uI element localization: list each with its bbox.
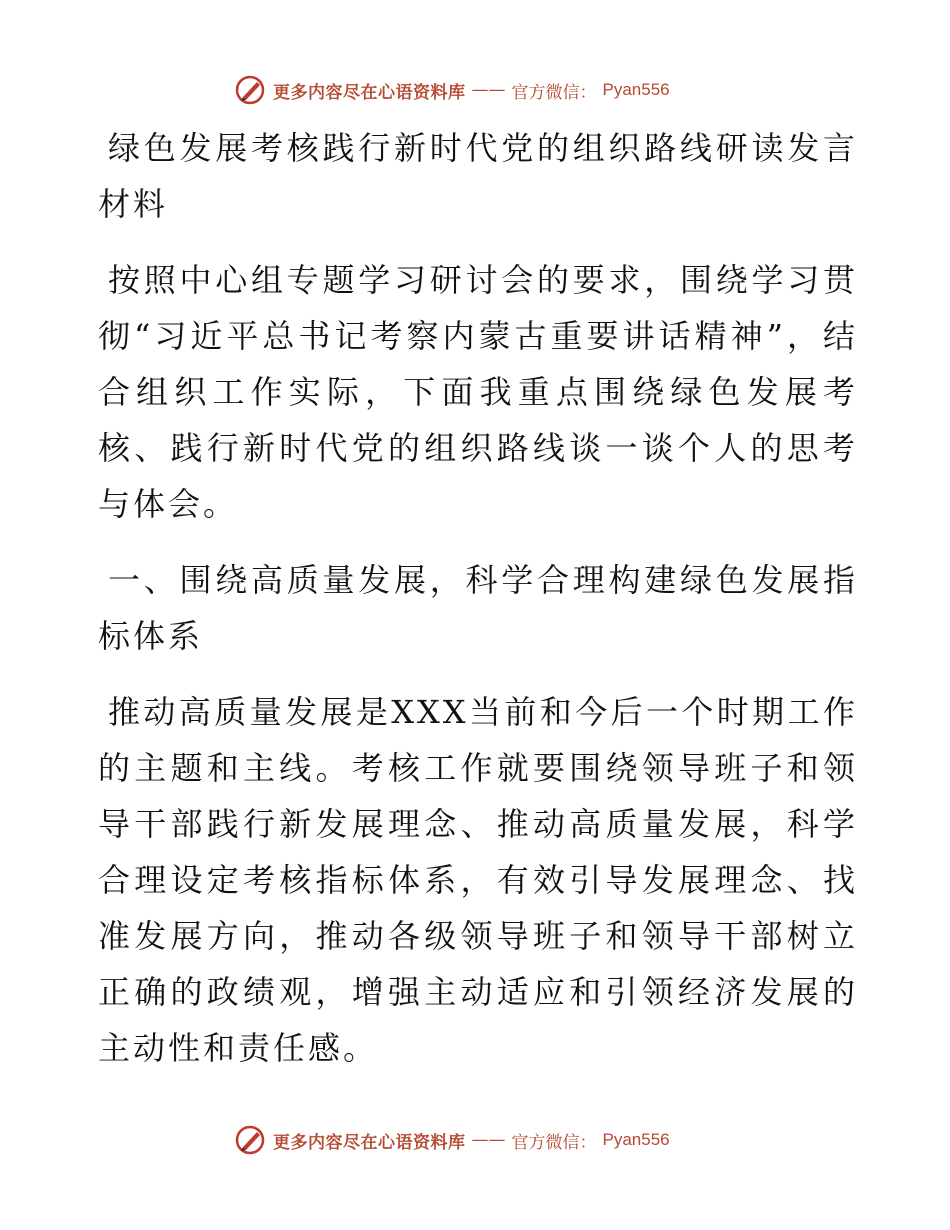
document-body	[98, 120, 858, 1096]
watermark-id: Pyan556	[602, 1130, 670, 1149]
watermark-text: 更多内容尽在心语资料库	[273, 1132, 466, 1153]
section-heading: 一、围绕高质量发展，科学合理构建绿色发展指标体系	[98, 561, 858, 655]
header-watermark	[233, 70, 733, 110]
pen-logo-icon	[233, 73, 267, 107]
intro-paragraph: 按照中心组专题学习研讨会的要求，围绕学习贯彻“习近平总书记考察内蒙古重要讲话精神”，结合组织工作实际，下面我重点围绕绿色发展考核、践行新时代党的组织路线谈一谈个人的思考与体会。	[98, 261, 858, 523]
section-paragraph: 推动高质量发展是XXX当前和今后一个时期工作的主题和主线。考核工作就要围绕领导班子和领导干部践行新发展理念、推动高质量发展，科学合理设定考核指标体系，有效引导发展理念、找准发展方向，推动各级领导班子和领导干部树立正确的政绩观，增强主动适应和引领经济发展的主动性和责任感。	[98, 693, 858, 1067]
watermark-dash: ——	[471, 1130, 506, 1150]
watermark-text: 更多内容尽在心语资料库	[273, 82, 466, 103]
watermark-suffix: 官方微信：	[511, 82, 597, 103]
pen-logo-icon	[233, 1123, 267, 1157]
watermark-id: Pyan556	[602, 80, 670, 99]
footer-watermark	[233, 1120, 733, 1160]
watermark-dash: ——	[471, 80, 506, 100]
watermark-suffix: 官方微信：	[511, 1132, 597, 1153]
document-title: 绿色发展考核践行新时代党的组织路线研读发言材料	[98, 129, 858, 223]
